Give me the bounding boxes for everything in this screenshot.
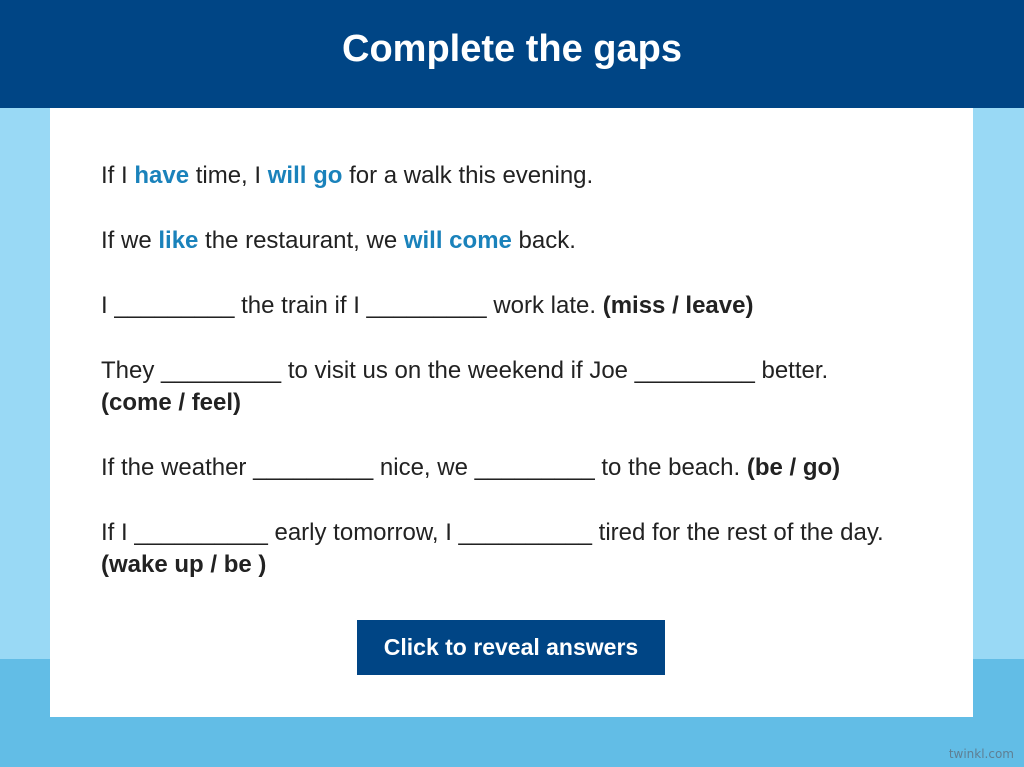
sentence-text: If we	[101, 227, 159, 254]
content-card	[50, 108, 973, 717]
verb-hint: (miss / leave)	[602, 292, 754, 319]
answer-verb: will go	[267, 162, 343, 189]
sentence-text: for a walk this evening.	[342, 162, 594, 189]
verb-hint: (wake up / be )	[101, 551, 267, 578]
sentence-1	[101, 160, 941, 192]
sentence-text: time, I	[189, 162, 268, 189]
sentence-5	[101, 452, 941, 484]
verb-hint: (be / go)	[746, 454, 841, 481]
sentence-text: I _________ the train if I _________ work late.	[101, 292, 603, 319]
sentence-2	[101, 225, 941, 257]
sentence-text: If I __________ early tomorrow, I __________ tired for the rest of the day.	[101, 519, 884, 546]
sentence-text: the restaurant, we	[198, 227, 404, 254]
reveal-answers-button[interactable]: Click to reveal answers	[357, 620, 665, 675]
sentence-text: If the weather _________ nice, we _________ to the beach.	[101, 454, 747, 481]
sentence-list	[101, 160, 941, 614]
answer-verb: will come	[403, 227, 512, 254]
answer-verb: like	[158, 227, 199, 254]
sentence-3	[101, 290, 941, 322]
page-title: Complete the gaps	[342, 27, 682, 70]
sentence-4	[101, 355, 941, 419]
slide-header	[0, 0, 1024, 108]
brand-watermark: twinkl.com	[948, 747, 1014, 761]
sentence-6	[101, 517, 941, 581]
answer-verb: have	[134, 162, 190, 189]
verb-hint: (come / feel)	[101, 389, 242, 416]
sentence-text: If I	[101, 162, 135, 189]
sentence-text: They _________ to visit us on the weekend if Joe _________ better.	[101, 357, 829, 384]
sentence-text: back.	[511, 227, 576, 254]
